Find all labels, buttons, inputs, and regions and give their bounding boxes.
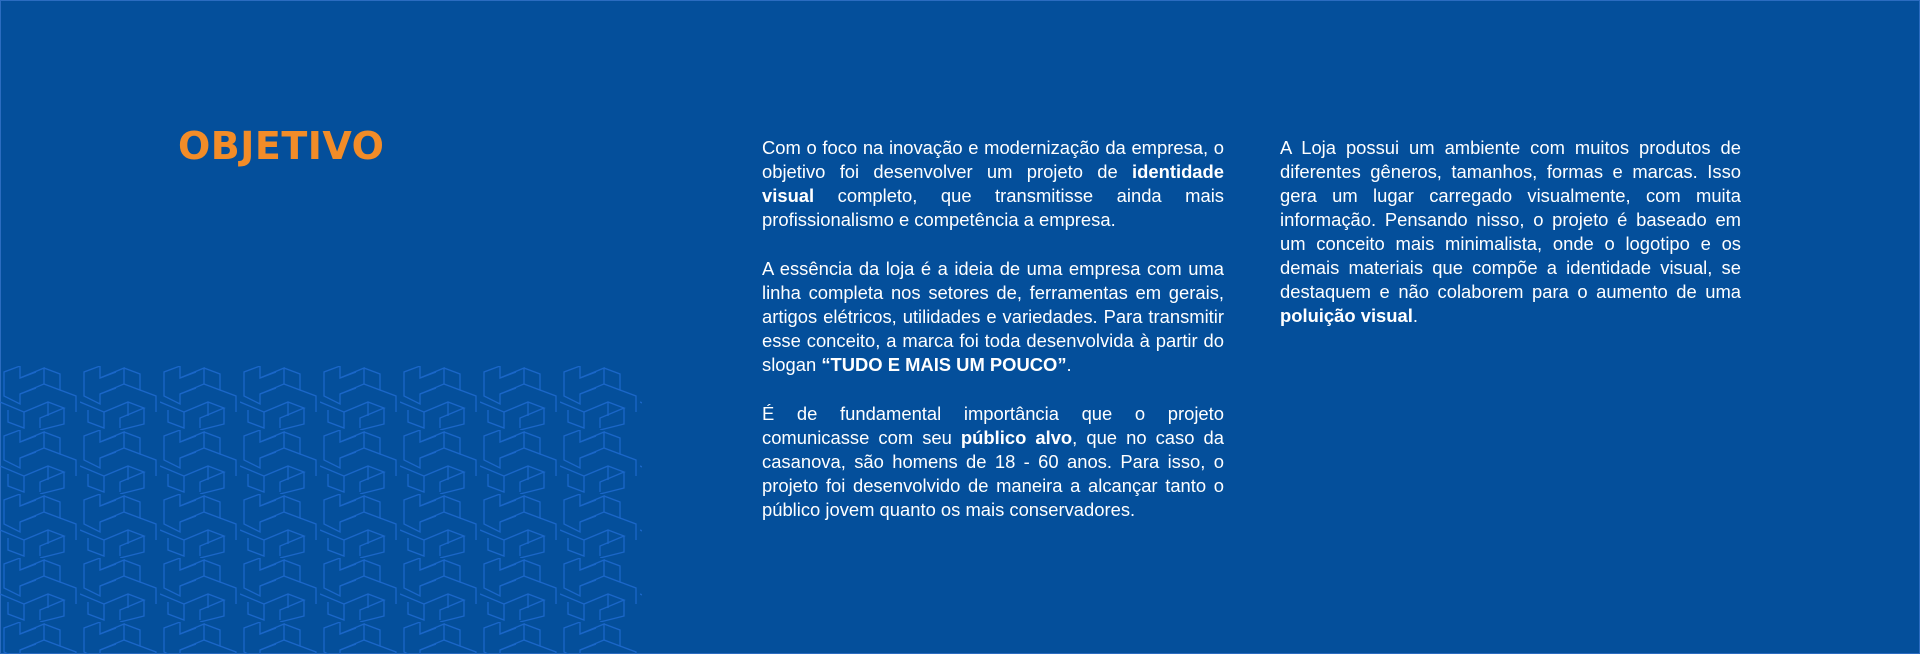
highlight-text: identidade visual [762, 161, 1224, 206]
paragraph-4: A Loja possui um ambiente com muitos produtos de diferentes gêneros, tamanhos, formas e marcas. Isso gera um lugar carregado visualmente, com muita informação. Pensando nisso, o projeto é baseado em um conceito mais minimalista, onde o logotipo e os demais materiais que compõe a identidade visual, se destaquem e não colaborem para o aumento de uma poluição visual. [1280, 137, 1741, 326]
decorative-pattern [0, 366, 642, 654]
isometric-logo-pattern-icon [0, 366, 642, 654]
highlight-text: poluição visual [1280, 305, 1413, 326]
section-title: OBJETIVO [178, 124, 385, 168]
text-column-right [1280, 136, 1741, 353]
highlight-text: “TUDO E MAIS UM POUCO” [821, 354, 1067, 375]
paragraph-2: A essência da loja é a ideia de uma empresa com uma linha completa nos setores de, ferramentas em gerais, artigos elétricos, utilidades e variedades. Para transmitir esse conceito, a marca foi toda desenvolvida à partir do slogan “TUDO E MAIS UM POUCO”. [762, 258, 1224, 375]
paragraph-3: É de fundamental importância que o projeto comunicasse com seu público alvo, que no caso da casanova, são homens de 18 - 60 anos. Para isso, o projeto foi desenvolvido de maneira a alcançar tanto o público jovem quanto os mais conservadores. [762, 403, 1224, 520]
text-column-left [762, 136, 1224, 547]
highlight-text: público alvo [960, 427, 1073, 448]
paragraph-1: Com o foco na inovação e modernização da empresa, o objetivo foi desenvolver um projeto de identidade visual completo, que transmitisse ainda mais profissionalismo e competência a empresa. [762, 137, 1224, 230]
